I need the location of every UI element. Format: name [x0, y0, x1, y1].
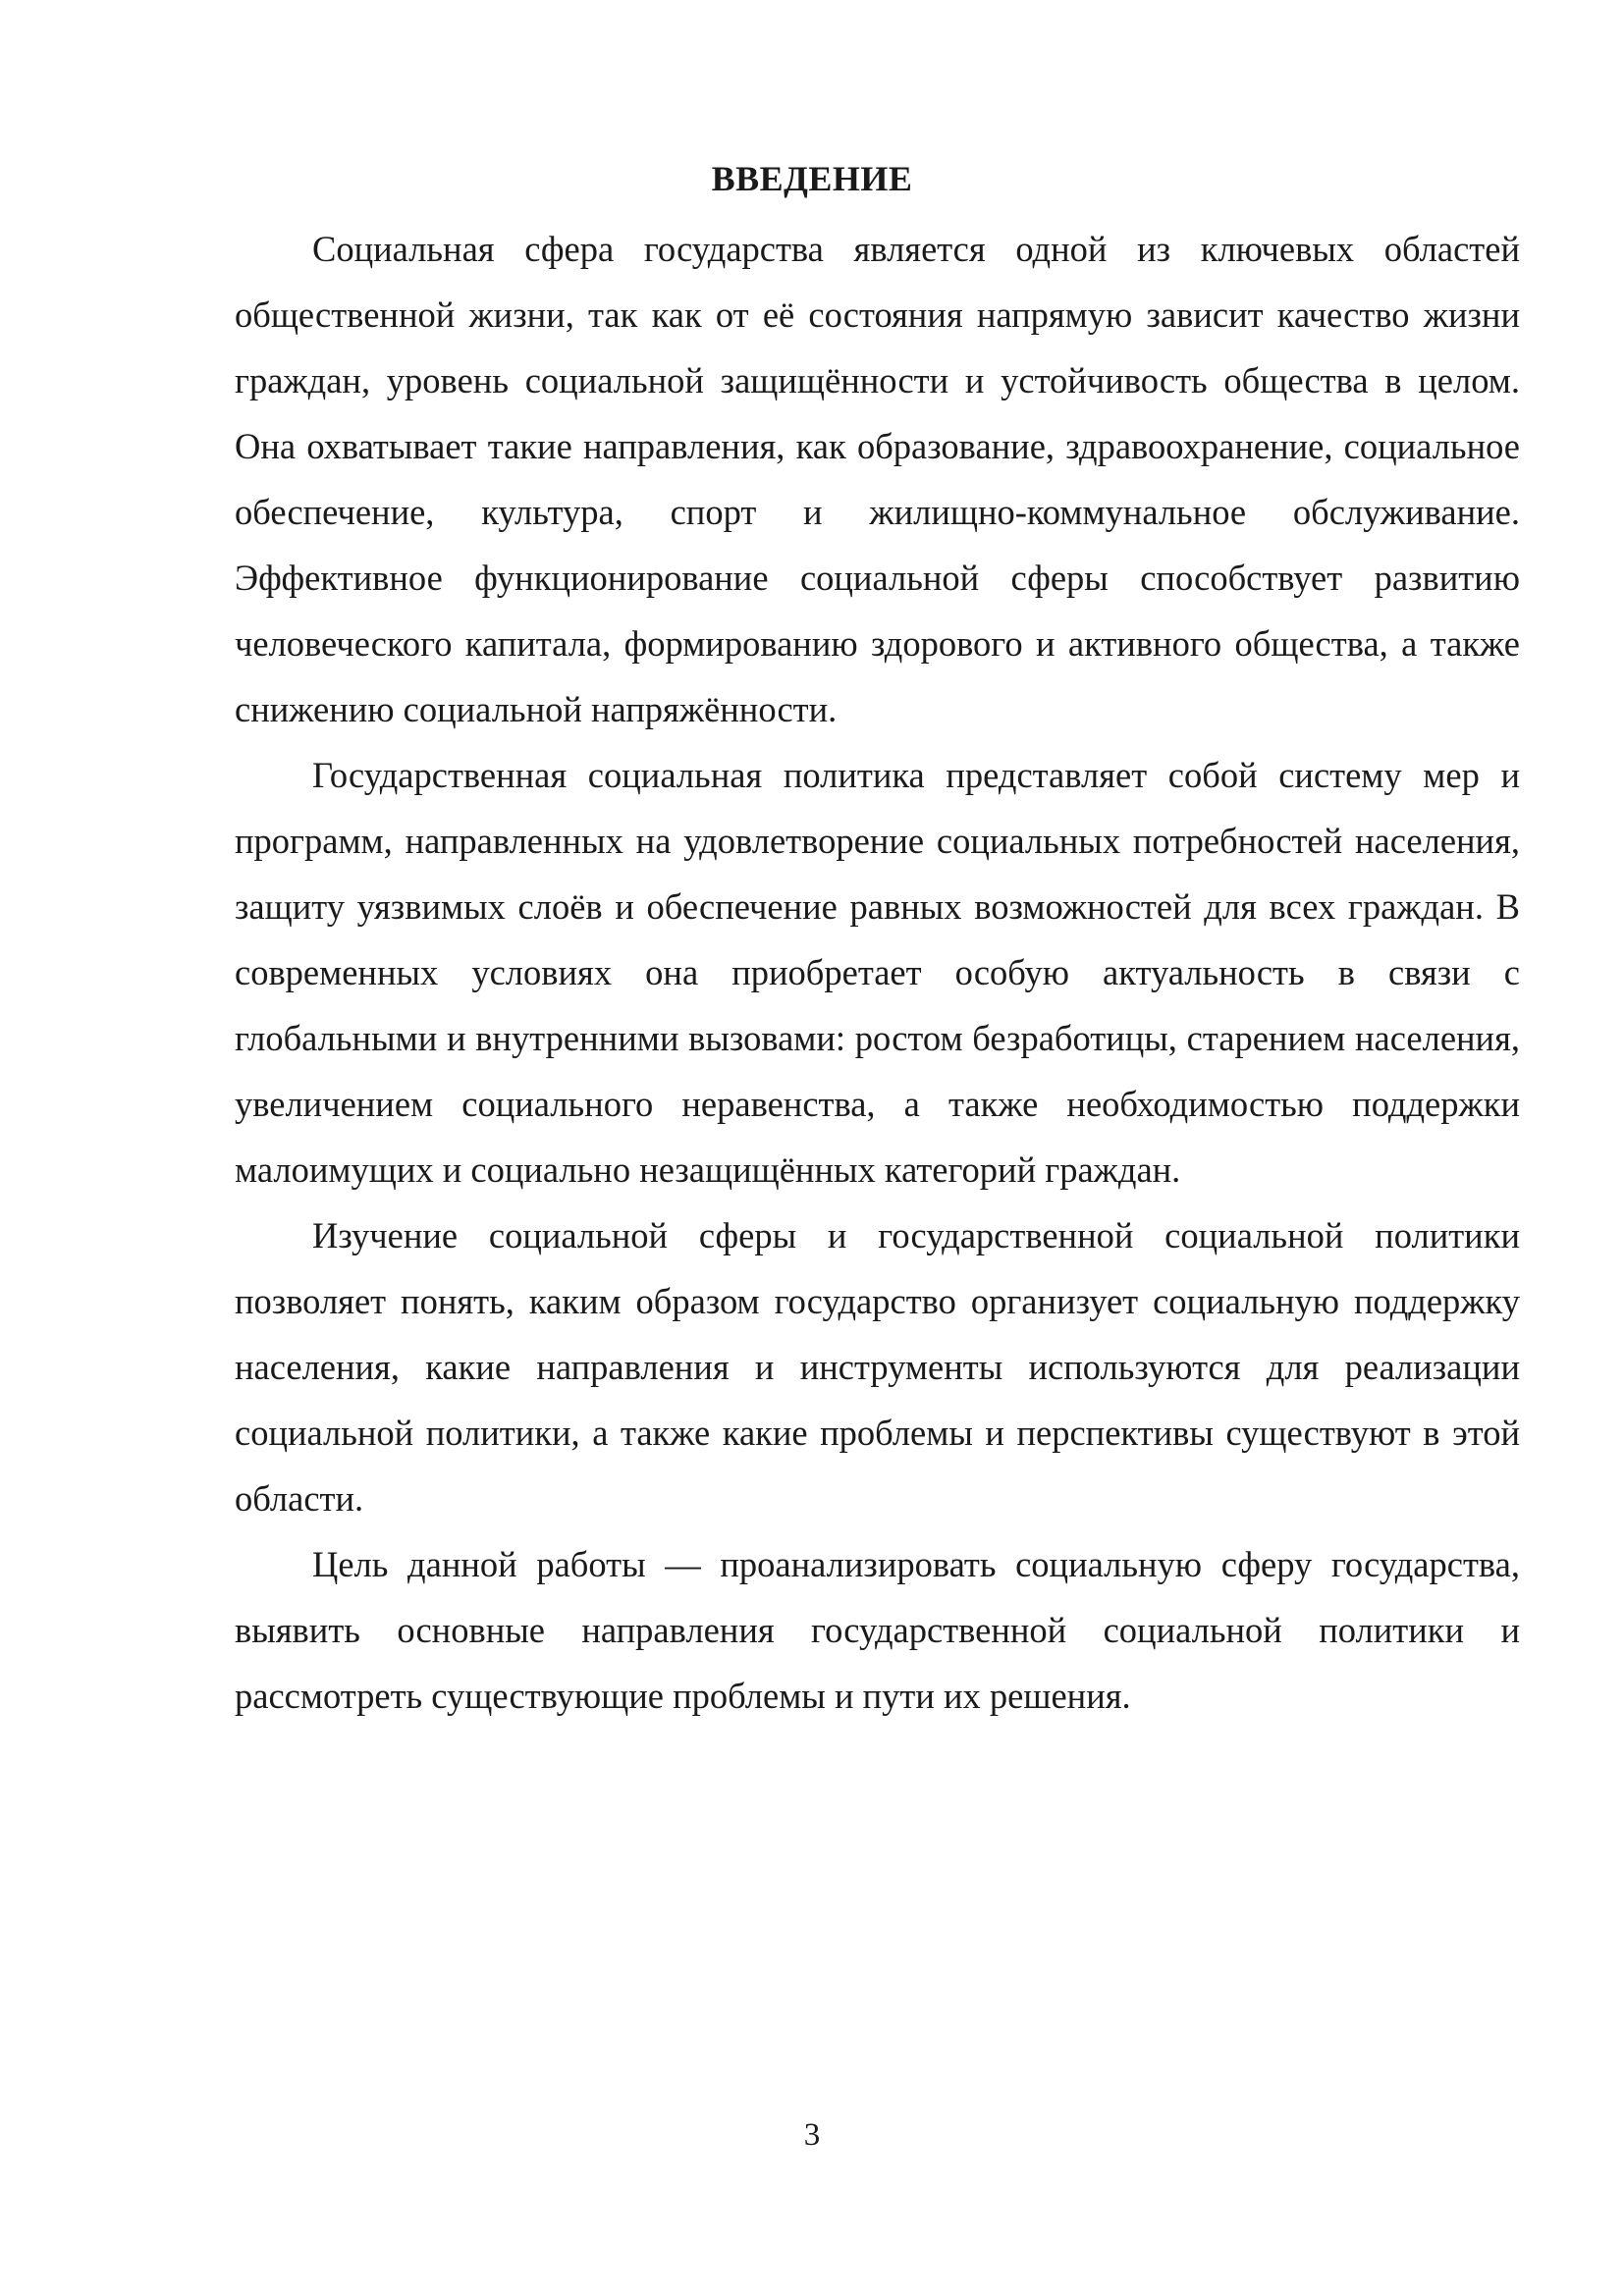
paragraph-3: Изучение социальной сферы и государственной социальной политики позволяет понять, каким образом государство организует социальную поддержку населения, какие направления и инструменты используются для реализации социальной политики, а также какие проблемы и перспективы существуют в этой области. [235, 1215, 1520, 1519]
section-heading: ВВЕДЕНИЕ [711, 159, 913, 198]
paragraph-2: Государственная социальная политика представляет собой систему мер и программ, направленных на удовлетворение социальных потребностей населения, защиту уязвимых слоёв и обеспечение равных возможностей для всех граждан. В современных условиях она приобретает особую актуальность в связи с глобальными и внутренними вызовами: ростом безработицы, старением населения, увеличением социального неравенства, а также необходимостью поддержки малоимущих и социально незащищённых категорий граждан. [235, 755, 1520, 1190]
paragraph-4: Цель данной работы — проанализировать социальную сферу государства, выявить основные направления государственной социальной политики и рассмотреть существующие проблемы и пути их решения. [235, 1544, 1520, 1716]
page-number: 3 [803, 2117, 821, 2153]
document-body [235, 216, 1520, 1729]
paragraph-1: Социальная сфера государства является одной из ключевых областей общественной жизни, так как от её состояния напрямую зависит качество жизни граждан, уровень социальной защищённости и устойчивость общества в целом. Она охватывает такие направления, как образование, здравоохранение, социальное обеспечение, культура, спорт и жилищно-коммунальное обслуживание. Эффективное функционирование социальной сферы способствует развитию человеческого капитала, формированию здорового и активного общества, а также снижению социальной напряжённости. [235, 229, 1520, 729]
